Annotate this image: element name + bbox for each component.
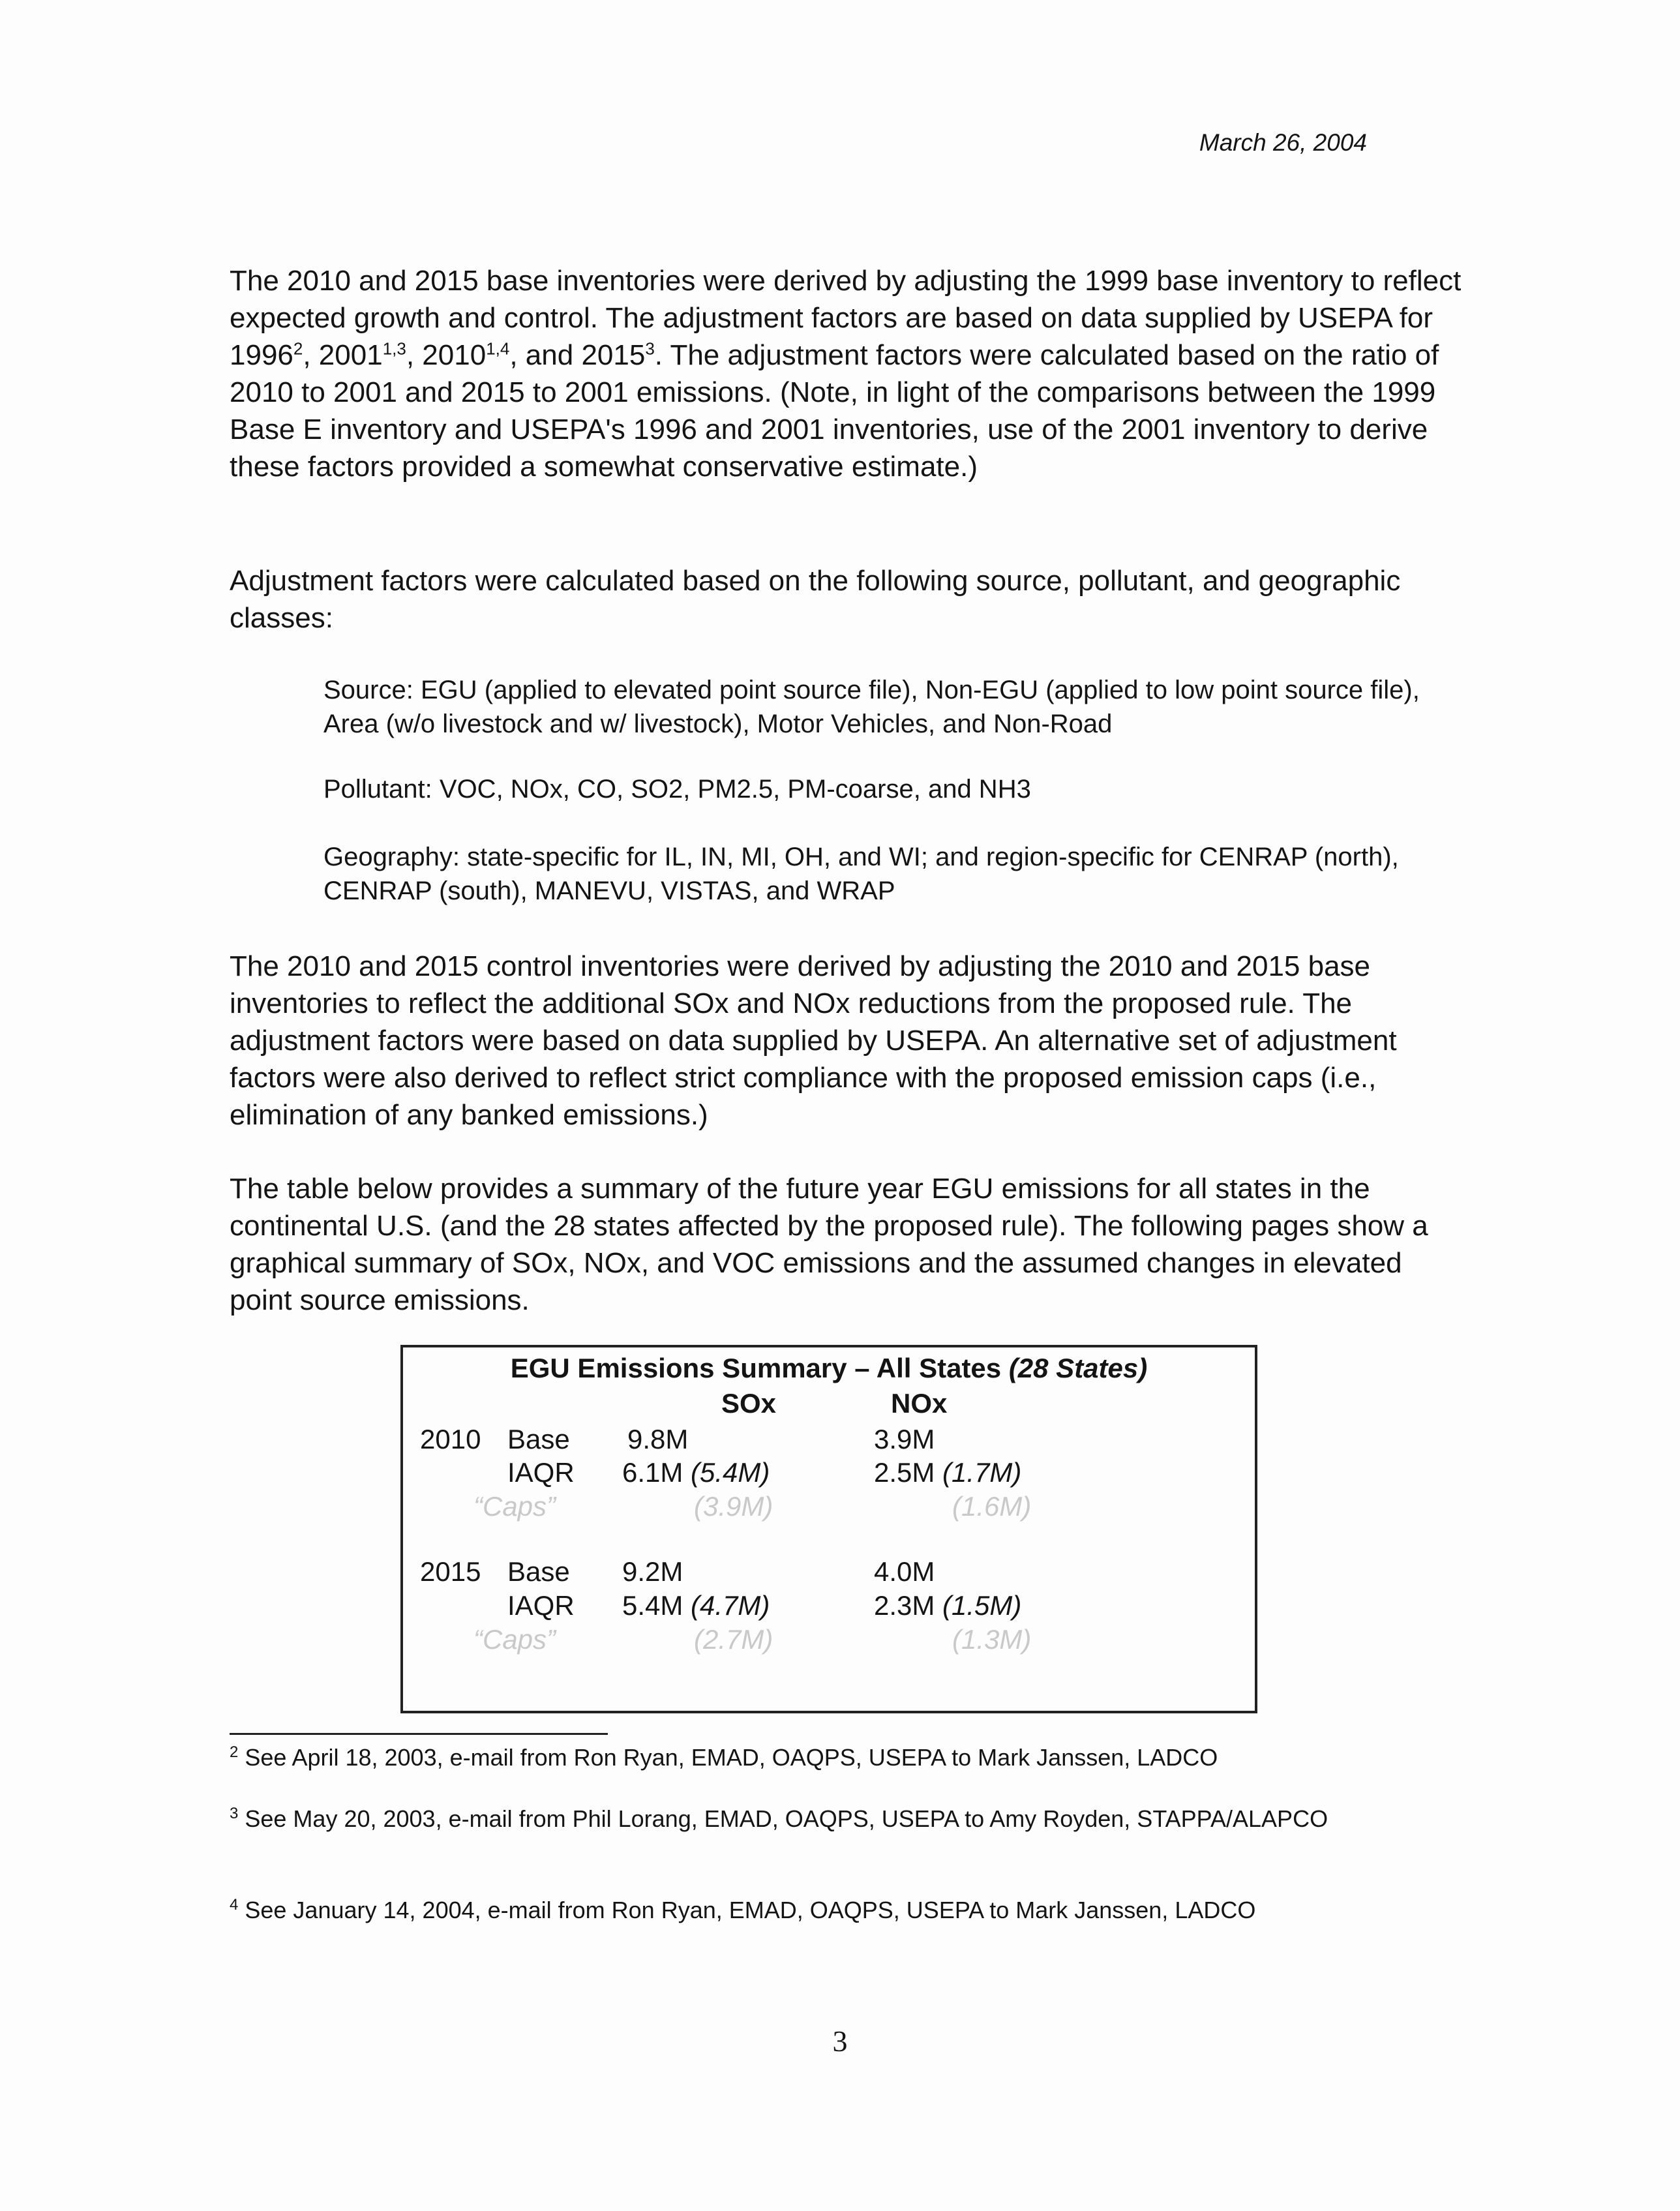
sox-value: (2.7M) [694, 1624, 773, 1655]
page-number: 3 [832, 2024, 848, 2058]
footnote-ref: 3 [645, 338, 655, 359]
column-header-sox: SOx [721, 1388, 777, 1419]
sox-value: 9.2M [622, 1556, 683, 1587]
row-label: Base [507, 1556, 570, 1587]
footnote-ref: 1,3 [382, 338, 406, 359]
document-date: March 26, 2004 [1199, 129, 1367, 156]
row-label: Base [507, 1424, 570, 1454]
indented-geography: Geography: state-specific for IL, IN, MI, OH, and WI; and region-specific for CENRAP (north), CENRAP (south), MANEVU, VISTAS, and WRAP [323, 843, 1399, 905]
nox-value: 4.0M [874, 1556, 935, 1587]
footnote-2: $^2$ See April 18, 2003, e-mail from Ron Ryan, EMAD, OAQPS, USEPA to Mark Janssen, LADCO [230, 1743, 1218, 1771]
nox-value: (1.6M) [952, 1491, 1032, 1522]
paragraph-table-intro: The table below provides a summary of the future year EGU emissions for all states in the continental U.S. (and the 28 states affected by the proposed rule). The following pages show a graphical summary of SOx, NOx, and VOC emissions and the assumed changes in elevated point source emissions. [230, 1173, 1428, 1316]
column-header-nox: NOx [891, 1388, 948, 1419]
row-label: IAQR [507, 1590, 575, 1621]
footnote-ref: 1,4 [486, 338, 510, 359]
row-label: “Caps” [473, 1624, 556, 1655]
nox-value: 2.5M (1.7M) [874, 1457, 1022, 1488]
table-title: EGU Emissions Summary – All States (28 States) [510, 1353, 1148, 1383]
sox-value: 9.8M [627, 1424, 689, 1454]
footnote-divider [230, 1733, 608, 1735]
nox-value: (1.3M) [952, 1624, 1032, 1655]
sox-value: (3.9M) [694, 1491, 773, 1522]
row-label: “Caps” [473, 1491, 556, 1522]
row-label: IAQR [507, 1457, 575, 1488]
paragraph-adjustment-classes: Adjustment factors were calculated based on the following source, pollutant, and geographic classes: [230, 565, 1401, 634]
nox-value: 2.3M (1.5M) [874, 1590, 1022, 1621]
footnote-ref: 2 [293, 338, 303, 359]
footnote-3: $^3$ See May 20, 2003, e-mail from Phil Lorang, EMAD, OAQPS, USEPA to Amy Royden, STAPPA/ALAPCO [230, 1805, 1328, 1832]
egu-emissions-summary-table [400, 1345, 1257, 1713]
sox-value: 6.1M (5.4M) [622, 1457, 770, 1488]
nox-value: 3.9M [874, 1424, 935, 1454]
indented-source: Source: EGU (applied to elevated point source file), Non-EGU (applied to low point source file), Area (w/o livestock and w/ livestock), Motor Vehicles, and Non-Road [323, 676, 1420, 738]
footnote-4: $^4$ See January 14, 2004, e-mail from Ron Ryan, EMAD, OAQPS, USEPA to Mark Janssen, LADCO [230, 1896, 1256, 1923]
paragraph-control-inventories: The 2010 and 2015 control inventories were derived by adjusting the 2010 and 2015 base inventories to reflect the additional SOx and NOx reductions from the proposed rule. The adjustment factors were based on data supplied by USEPA. An alternative set of adjustment factors were also derived to reflect strict compliance with the proposed emission caps (i.e., elimination of any banked emissions.) [230, 950, 1397, 1131]
paragraph-base-inventories: The 2010 and 2015 base inventories were derived by adjusting the 1999 base inventory to reflect expected growth and control. The adjustment factors are based on data supplied by USEPA for 1996$^2$, 2001$^{1,3}$, 2010$^{1,4}$, and 2015$^3$. The adjustment factors were calculated based on the ratio of 2010 to 2001 and 2015 to 2001 emissions. (Note, in light of the comparisons between the 1999 Base E inventory and USEPA's 1996 and 2001 inventories, use of the 2001 inventory to derive these factors provided a somewhat conservative estimate.) [230, 265, 1462, 483]
row-year: 2015 [420, 1556, 481, 1587]
indented-pollutant: Pollutant: VOC, NOx, CO, SO2, PM2.5, PM-coarse, and NH3 [323, 775, 1031, 804]
row-year: 2010 [420, 1424, 481, 1454]
sox-value: 5.4M (4.7M) [622, 1590, 770, 1621]
